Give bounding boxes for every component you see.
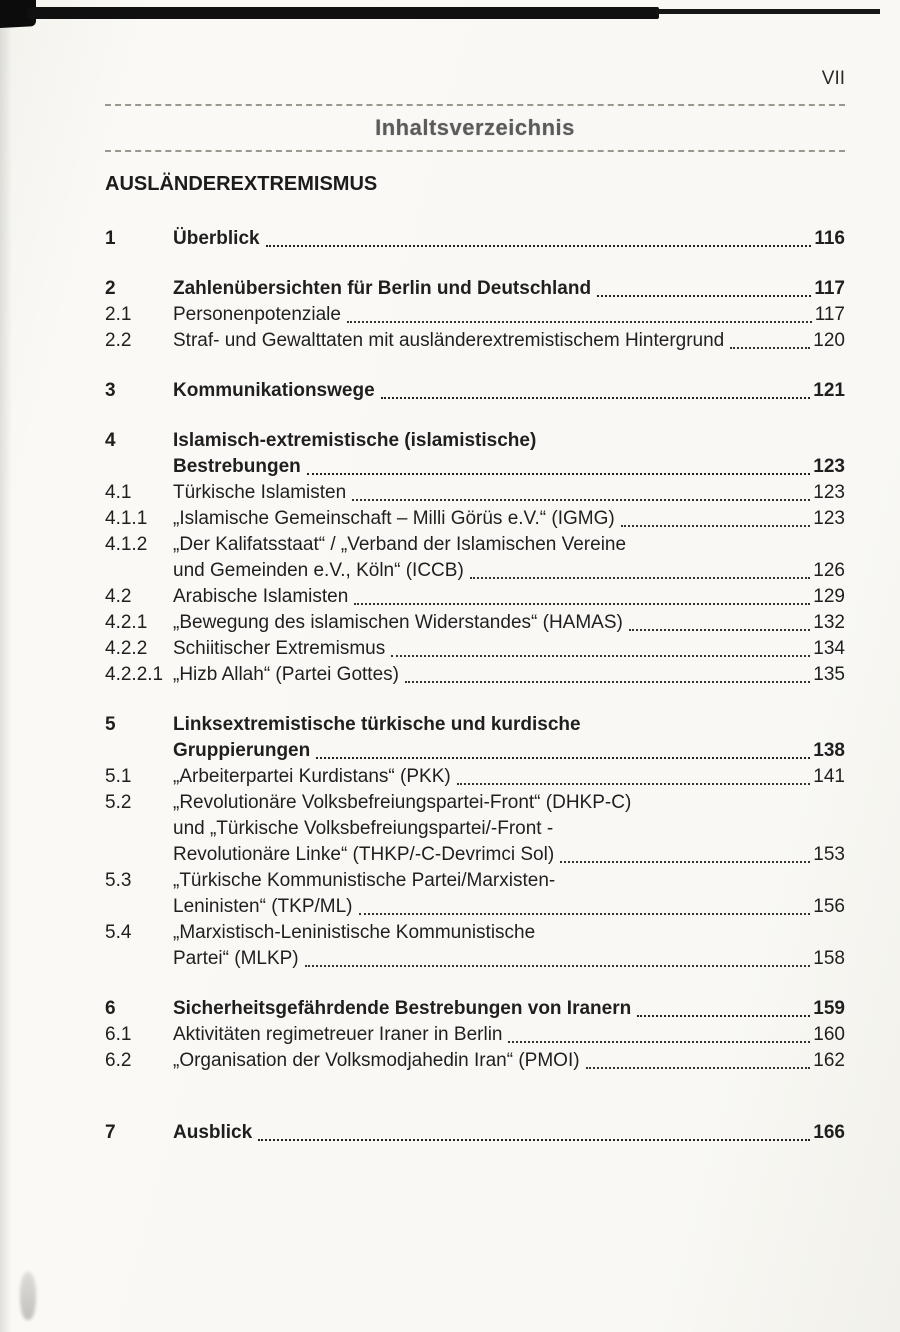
dot-leader [391, 655, 810, 657]
toc-entry-body [173, 328, 845, 354]
toc-entry-body [173, 712, 845, 764]
toc-entry-page: 158 [813, 948, 845, 969]
toc-entry-number: 2.1 [105, 304, 132, 325]
toc-entry-number: 6.2 [105, 1050, 132, 1071]
toc-entry-number: 2 [105, 278, 116, 299]
toc-entry-title: Straf- und Gewalttaten mit ausländerextremistischem Hintergrund [173, 330, 725, 351]
toc-entry-page: 123 [813, 508, 845, 529]
toc-entry-page: 135 [813, 664, 845, 685]
toc-entry-number: 4.2.2.1 [105, 664, 164, 685]
toc-entry-title: Aktivitäten regimetreuer Iraner in Berlin [173, 1024, 503, 1045]
dot-leader [457, 783, 811, 785]
dot-leader [359, 913, 811, 915]
toc-entry-page: 123 [813, 482, 845, 503]
toc-entry-title: Personenpotenziale [173, 304, 341, 325]
dot-leader [258, 1139, 810, 1141]
toc-entry [105, 584, 845, 610]
toc-entry [105, 1120, 845, 1146]
toc-entry-body [173, 428, 845, 480]
toc-entry-title: Arabische Islamisten [173, 586, 349, 607]
toc-entry [105, 764, 845, 790]
toc-entry [105, 920, 845, 972]
divider-bottom [105, 150, 845, 152]
toc-entry-body [173, 302, 845, 328]
divider-top [105, 104, 845, 106]
scan-artifact-top-bar-thin [656, 9, 880, 14]
toc-entry-number: 4.2 [105, 586, 132, 607]
toc-entry-body [173, 868, 845, 920]
toc-entry-title: Türkische Islamisten [173, 482, 347, 503]
dot-leader [347, 321, 812, 323]
dot-leader [266, 245, 812, 247]
toc-entry-page: 132 [813, 612, 845, 633]
toc-entry [105, 868, 845, 920]
toc-entry-number: 4.2.1 [105, 612, 148, 633]
toc-entry-body [173, 764, 845, 790]
toc-entry-title: Schiitischer Extremismus [173, 638, 386, 659]
toc-entry [105, 790, 845, 868]
toc-entry-body [173, 1022, 845, 1048]
toc-entry [105, 1048, 845, 1074]
toc-entry-body [173, 610, 845, 636]
toc-entry-title: Leninisten“ (TKP/ML) [173, 896, 353, 917]
toc-entry-title: Kommunikationswege [173, 380, 375, 401]
toc-entry-title: und Gemeinden e.V., Köln“ (ICCB) [173, 560, 464, 581]
dot-leader [305, 965, 811, 967]
toc-entry-title: Partei“ (MLKP) [173, 948, 299, 969]
toc-entry-page: 166 [813, 1122, 845, 1143]
toc-entry-number: 4.1.2 [105, 534, 148, 555]
toc-entry-title: Revolutionäre Linke“ (THKP/-C-Devrimci Sol) [173, 844, 555, 865]
toc-entry-page: 123 [813, 456, 845, 477]
toc-entry-body [173, 378, 845, 404]
toc-entry [105, 610, 845, 636]
toc-entry-number: 4.1.1 [105, 508, 148, 529]
toc-entry-number: 5.3 [105, 870, 132, 891]
toc-entry-page: 160 [813, 1024, 845, 1045]
toc-list [105, 226, 845, 1146]
toc-entry [105, 996, 845, 1022]
toc-entry-number: 7 [105, 1122, 116, 1143]
toc-entry [105, 302, 845, 328]
toc-entry-body [173, 790, 845, 868]
toc-entry [105, 712, 845, 764]
toc-entry [105, 276, 845, 302]
dot-leader [405, 681, 810, 683]
toc-entry-title-line: „Der Kalifatsstaat“ / „Verband der Islamischen Vereine [173, 534, 627, 555]
toc-entry-title-line: „Türkische Kommunistische Partei/Marxisten- [173, 870, 556, 891]
toc-entry-page: 117 [814, 278, 845, 299]
toc-entry-page: 116 [814, 228, 845, 249]
toc-entry-title: „Organisation der Volksmodjahedin Iran“ (PMOI) [173, 1050, 580, 1071]
toc-entry-title: „Arbeiterpartei Kurdistans“ (PKK) [173, 766, 451, 787]
toc-entry-title-line: Islamisch-extremistische (islamistische) [173, 430, 537, 451]
dot-leader [381, 397, 811, 399]
toc-entry-number: 4.1 [105, 482, 132, 503]
page-number: VII [821, 68, 845, 89]
toc-entry-title-line: und „Türkische Volksbefreiungspartei/-Front - [173, 818, 554, 839]
toc-entry-page: 153 [813, 844, 845, 865]
dot-leader [307, 473, 811, 475]
toc-entry-body [173, 480, 845, 506]
scan-artifact-smudge [20, 1272, 36, 1320]
toc-entry-number: 5.4 [105, 922, 132, 943]
dot-leader [352, 499, 810, 501]
toc-entry-number: 6 [105, 998, 116, 1019]
toc-entry-page: 162 [813, 1050, 845, 1071]
toc-entry-title: Gruppierungen [173, 740, 311, 761]
toc-entry-body [173, 996, 845, 1022]
toc-entry-body [173, 920, 845, 972]
toc-entry-body [173, 1120, 845, 1146]
dot-leader [316, 757, 810, 759]
scan-artifact-top-bar [27, 7, 659, 19]
toc-entry-number: 5.2 [105, 792, 132, 813]
toc-entry-page: 138 [813, 740, 845, 761]
toc-entry-title: Zahlenübersichten für Berlin und Deutschland [173, 278, 592, 299]
toc-entry-page: 120 [813, 330, 845, 351]
toc-entry [105, 328, 845, 354]
page-title: Inhaltsverzeichnis [375, 115, 575, 140]
toc-entry-body [173, 584, 845, 610]
toc-entry-page: 159 [813, 998, 845, 1019]
toc-entry-number: 3 [105, 380, 116, 401]
toc-entry-body [173, 506, 845, 532]
toc-entry [105, 532, 845, 584]
dot-leader [586, 1067, 811, 1069]
toc-entry [105, 636, 845, 662]
toc-entry-body [173, 662, 845, 688]
toc-entry-body [173, 1048, 845, 1074]
dot-leader [470, 577, 811, 579]
toc-entry [105, 226, 845, 252]
toc-entry-number: 1 [105, 228, 116, 249]
toc-entry-title: Ausblick [173, 1122, 253, 1143]
toc-entry-number: 5 [105, 714, 116, 735]
toc-entry-title: „Islamische Gemeinschaft – Milli Görüs e.V.“ (IGMG) [173, 508, 615, 529]
toc-entry [105, 378, 845, 404]
toc-entry-title-line: Linksextremistische türkische und kurdische [173, 714, 581, 735]
toc-entry-page: 129 [813, 586, 845, 607]
toc-entry-title: „Hizb Allah“ (Partei Gottes) [173, 664, 399, 685]
toc-entry-body [173, 276, 845, 302]
toc-entry-page: 134 [813, 638, 845, 659]
toc-entry [105, 506, 845, 532]
toc-entry-title: Sicherheitsgefährdende Bestrebungen von Iranern [173, 998, 632, 1019]
toc-entry-number: 6.1 [105, 1024, 132, 1045]
toc-entry-page: 156 [813, 896, 845, 917]
dot-leader [621, 525, 811, 527]
dot-leader [560, 861, 810, 863]
toc-entry-body [173, 636, 845, 662]
toc-entry-title: Bestrebungen [173, 456, 301, 477]
toc-entry-number: 2.2 [105, 330, 132, 351]
toc-entry [105, 1022, 845, 1048]
toc-entry-number: 4.2.2 [105, 638, 148, 659]
toc-entry-title-line: „Revolutionäre Volksbefreiungspartei-Front“ (DHKP-C) [173, 792, 632, 813]
toc-entry [105, 428, 845, 480]
dot-leader [354, 603, 810, 605]
toc-entry [105, 480, 845, 506]
toc-entry-title: „Bewegung des islamischen Widerstandes“ (HAMAS) [173, 612, 623, 633]
toc-entry-page: 126 [813, 560, 845, 581]
toc-entry-number: 5.1 [105, 766, 132, 787]
dot-leader [597, 295, 811, 297]
toc-entry-title-line: „Marxistisch-Leninistische Kommunistische [173, 922, 536, 943]
toc-entry [105, 662, 845, 688]
dot-leader [508, 1041, 810, 1043]
toc-entry-body [173, 226, 845, 252]
toc-entry-page: 121 [813, 380, 845, 401]
section-heading: AUSLÄNDEREXTREMISMUS [105, 173, 378, 195]
toc-entry-title: Überblick [173, 228, 260, 249]
toc-entry-number: 4 [105, 430, 116, 451]
toc-entry-body [173, 532, 845, 584]
toc-entry-page: 117 [814, 304, 845, 325]
dot-leader [629, 629, 810, 631]
dot-leader [637, 1015, 810, 1017]
toc-entry-page: 141 [813, 766, 845, 787]
dot-leader [730, 347, 810, 349]
